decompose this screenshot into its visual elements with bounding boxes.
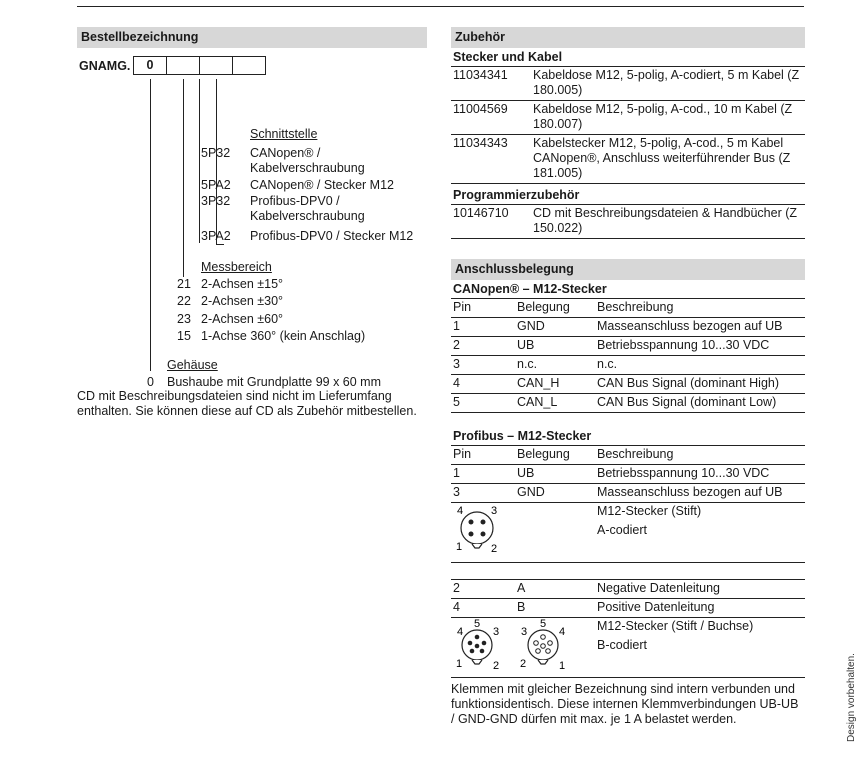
profibus-data-table bbox=[451, 579, 805, 678]
housing-code: 0 bbox=[147, 375, 154, 389]
pin-cell: 4 bbox=[451, 599, 515, 618]
order-box-interface-2 bbox=[232, 56, 266, 75]
range-title: Messbereich bbox=[201, 260, 272, 274]
pin-label: 3 bbox=[491, 505, 498, 517]
table-row bbox=[451, 375, 805, 394]
pin-label: 3 bbox=[521, 626, 528, 638]
side-disclaimer: Design vorbehalten. bbox=[846, 653, 857, 742]
programming-table bbox=[451, 205, 805, 239]
table-row bbox=[451, 101, 805, 135]
range-text: 2-Achsen ±15° bbox=[201, 277, 284, 291]
order-box-housing: 0 bbox=[133, 56, 167, 75]
interface-code: 5P32 bbox=[201, 146, 231, 160]
interface-text-cont: Kabelverschraubung bbox=[250, 161, 365, 175]
description-cell: Positive Datenleitung bbox=[595, 599, 805, 618]
cd-note: CD mit Beschreibungsdateien sind nicht im Lieferumfang enthalten. Sie können diese auf CD als Zubehör mitbestellen. bbox=[77, 389, 417, 418]
connector-row-a bbox=[451, 503, 805, 563]
pin-cell: 2 bbox=[451, 580, 515, 599]
interface-code: 3PA2 bbox=[201, 229, 231, 243]
article-description: Kabelstecker M12, 5-polig, A-cod., 5 m Kabel CANopen®, Anschluss weiterführender Bus (Z 181.005) bbox=[531, 135, 805, 184]
pin-label: 1 bbox=[456, 658, 463, 670]
assignment-cell: A bbox=[515, 580, 595, 599]
connector-line-housing bbox=[150, 79, 151, 371]
connector-b-cell bbox=[451, 618, 595, 678]
assignment-cell: n.c. bbox=[515, 356, 595, 375]
accessories-header: Zubehör bbox=[451, 27, 805, 48]
connector-a-type: M12-Stecker (Stift) bbox=[597, 504, 702, 518]
pin-label: 2 bbox=[491, 543, 498, 555]
pin-label: 4 bbox=[457, 505, 464, 517]
assignment-cell: CAN_H bbox=[515, 375, 595, 394]
housing-title: Gehäuse bbox=[167, 358, 218, 372]
column-header: Belegung bbox=[515, 446, 595, 465]
column-header: Beschreibung bbox=[595, 446, 805, 465]
article-description: Kabeldose M12, 5-polig, A-cod., 10 m Kabel (Z 180.007) bbox=[531, 101, 805, 135]
order-code-diagram bbox=[77, 56, 427, 389]
profibus-pin-table bbox=[451, 446, 805, 563]
table-header-row bbox=[451, 299, 805, 318]
description-cell: CAN Bus Signal (dominant Low) bbox=[595, 394, 805, 413]
pin-label: 5 bbox=[474, 619, 481, 630]
pin-label: 2 bbox=[520, 658, 527, 670]
article-number: 11034341 bbox=[451, 67, 531, 101]
connector-line-range bbox=[183, 79, 184, 277]
description-cell: Betriebsspannung 10...30 VDC bbox=[595, 465, 805, 484]
table-row bbox=[451, 465, 805, 484]
assignment-cell: GND bbox=[515, 484, 595, 503]
interface-code: 5PA2 bbox=[201, 178, 231, 192]
range-text: 2-Achsen ±60° bbox=[201, 312, 284, 326]
pin-label: 1 bbox=[559, 660, 566, 671]
order-box-range bbox=[166, 56, 200, 75]
assignment-cell: UB bbox=[515, 465, 595, 484]
interface-text: Profibus-DPV0 / bbox=[250, 194, 340, 208]
column-header: Pin bbox=[451, 446, 515, 465]
column-header: Belegung bbox=[515, 299, 595, 318]
interface-text: CANopen® / Stecker M12 bbox=[250, 178, 394, 192]
housing-text: Bushaube mit Grundplatte 99 x 60 mm bbox=[167, 375, 382, 389]
assignment-cell: CAN_L bbox=[515, 394, 595, 413]
table-row bbox=[451, 318, 805, 337]
description-cell: Masseanschluss bezogen auf UB bbox=[595, 484, 805, 503]
connector-b-description bbox=[595, 618, 805, 678]
cables-subtitle: Stecker und Kabel bbox=[451, 48, 805, 67]
range-text: 2-Achsen ±30° bbox=[201, 294, 284, 308]
interface-text: CANopen® / bbox=[250, 146, 321, 160]
article-description: Kabeldose M12, 5-polig, A-codiert, 5 m Kabel (Z 180.005) bbox=[531, 67, 805, 101]
canopen-pin-table bbox=[451, 299, 805, 413]
order-code-section bbox=[77, 27, 427, 389]
pin-cell: 5 bbox=[451, 394, 515, 413]
terminal-footnote: Klemmen mit gleicher Bezeichnung sind intern verbunden und funktionsidentisch. Diese internen Klemmverbindungen UB-UB / GND-GND dürfen mit max. je 1 A belastet werden. bbox=[451, 682, 799, 726]
connector-a-description bbox=[595, 503, 805, 563]
order-code-header: Bestellbezeichnung bbox=[77, 27, 427, 48]
table-row bbox=[451, 394, 805, 413]
range-code: 23 bbox=[177, 312, 191, 326]
connector-a-coding: A-codiert bbox=[597, 523, 648, 537]
description-cell: Negative Datenleitung bbox=[595, 580, 805, 599]
table-row bbox=[451, 356, 805, 375]
pin-label: 3 bbox=[493, 626, 500, 638]
article-number: 11004569 bbox=[451, 101, 531, 135]
assignment-cell: UB bbox=[515, 337, 595, 356]
top-rule bbox=[77, 6, 804, 7]
connector-b-type: M12-Stecker (Stift / Buchse) bbox=[597, 619, 754, 633]
description-cell: Masseanschluss bezogen auf UB bbox=[595, 318, 805, 337]
pin-label: 2 bbox=[493, 660, 500, 671]
article-number: 11034343 bbox=[451, 135, 531, 184]
canopen-subtitle: CANopen® – M12-Stecker bbox=[451, 280, 805, 299]
pin-cell: 3 bbox=[451, 356, 515, 375]
pin-cell: 1 bbox=[451, 318, 515, 337]
description-cell: n.c. bbox=[595, 356, 805, 375]
table-header-row bbox=[451, 446, 805, 465]
profibus-subtitle: Profibus – M12-Stecker bbox=[451, 427, 805, 446]
table-row bbox=[451, 67, 805, 101]
cables-table bbox=[451, 67, 805, 184]
table-row bbox=[451, 135, 805, 184]
pin-label: 5 bbox=[540, 619, 547, 630]
m12-b-coded-connector-icon bbox=[453, 619, 583, 671]
pin-cell: 3 bbox=[451, 484, 515, 503]
description-cell: CAN Bus Signal (dominant High) bbox=[595, 375, 805, 394]
range-code: 15 bbox=[177, 329, 191, 343]
programming-subtitle: Programmierzubehör bbox=[451, 186, 805, 205]
column-header: Beschreibung bbox=[595, 299, 805, 318]
table-row bbox=[451, 599, 805, 618]
accessories-section bbox=[451, 27, 805, 727]
description-cell: Betriebsspannung 10...30 VDC bbox=[595, 337, 805, 356]
interface-text: Profibus-DPV0 / Stecker M12 bbox=[250, 229, 414, 243]
table-row bbox=[451, 205, 805, 239]
range-code: 21 bbox=[177, 277, 191, 291]
range-code: 22 bbox=[177, 294, 191, 308]
table-row bbox=[451, 580, 805, 599]
pin-cell: 2 bbox=[451, 337, 515, 356]
connector-b-coding: B-codiert bbox=[597, 638, 648, 652]
table-row bbox=[451, 484, 805, 503]
interface-text-cont: Kabelverschraubung bbox=[250, 209, 365, 223]
connector-line-interface bbox=[216, 79, 217, 244]
order-box-interface bbox=[199, 56, 233, 75]
m12-a-coded-connector-icon bbox=[453, 504, 523, 556]
interface-title: Schnittstelle bbox=[250, 127, 318, 141]
assignment-cell: B bbox=[515, 599, 595, 618]
pin-label: 1 bbox=[456, 541, 463, 553]
connector-tick bbox=[216, 244, 224, 245]
article-number: 10146710 bbox=[451, 205, 531, 239]
connector-a-cell bbox=[451, 503, 595, 563]
pin-cell: 1 bbox=[451, 465, 515, 484]
interface-code: 3P32 bbox=[201, 194, 231, 208]
pin-label: 4 bbox=[559, 626, 566, 638]
article-description: CD mit Beschreibungsdateien & Handbücher (Z 150.022) bbox=[531, 205, 805, 239]
pin-label: 4 bbox=[457, 626, 464, 638]
connector-line-range-2 bbox=[199, 79, 200, 243]
column-header: Pin bbox=[451, 299, 515, 318]
pin-cell: 4 bbox=[451, 375, 515, 394]
pinout-header: Anschlussbelegung bbox=[451, 259, 805, 280]
range-text: 1-Achse 360° (kein Anschlag) bbox=[201, 329, 366, 343]
table-row bbox=[451, 337, 805, 356]
order-prefix: GNAMG. bbox=[79, 59, 131, 73]
connector-row-b bbox=[451, 618, 805, 678]
assignment-cell: GND bbox=[515, 318, 595, 337]
